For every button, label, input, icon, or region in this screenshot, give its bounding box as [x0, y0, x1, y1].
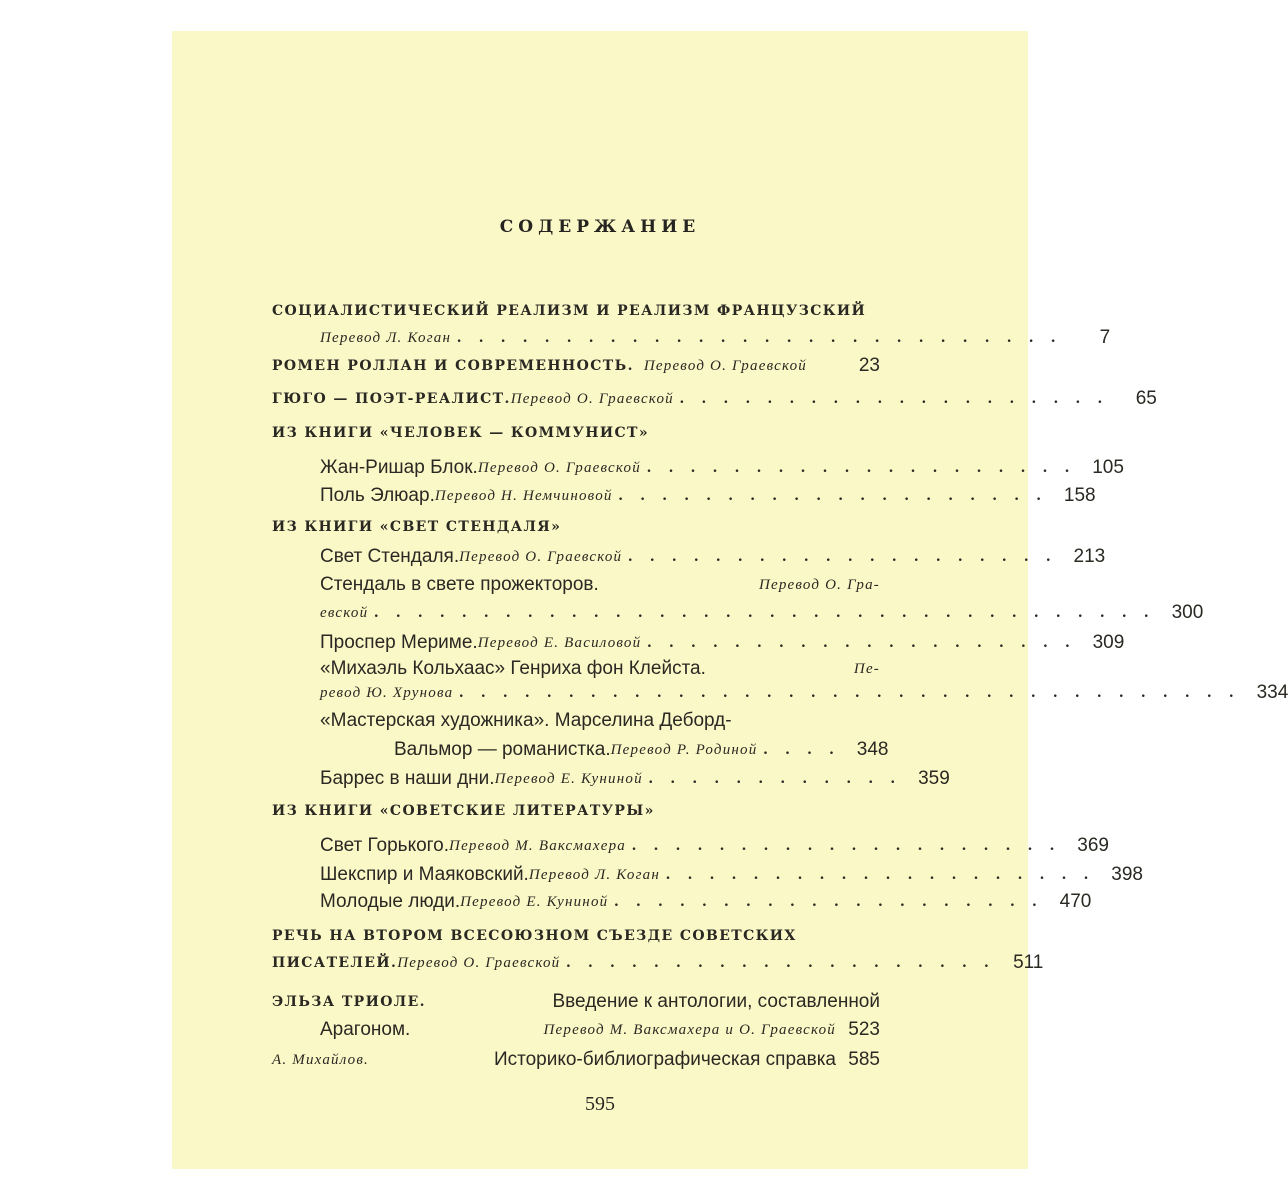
chapter-title: «Михаэль Кольхаас» Генриха фон Клейста.: [320, 658, 706, 679]
translator: Пе-: [853, 661, 880, 677]
chapter-title: Жан-Ришар Блок.: [320, 457, 478, 478]
leader-dots: . . . . . . . . . . . . . . . . . . . .: [631, 837, 1061, 854]
toc-entry: [320, 567, 880, 595]
chapter-title: Баррес в наши дни.: [320, 768, 495, 789]
page-number: 470: [1059, 891, 1092, 912]
toc-entry-continued: [394, 732, 889, 760]
section-heading: РЕЧЬ НА ВТОРОМ ВСЕСОЮЗНОМ СЪЕЗДЕ СОВЕТСКИХ: [272, 928, 797, 944]
toc-entry: [272, 984, 880, 1012]
leader-dots: . . . . . . . . . . . . . . . . . . . . . . . . . . . . . . . . . . . .: [459, 684, 1241, 701]
translator: Перевод Р. Родиной: [610, 742, 758, 758]
leader-dots: . . . . . . . . . . . . . . . . . . . .: [679, 390, 1109, 407]
chapter-title: Поль Элюар.: [320, 485, 435, 506]
page-number: 398: [1111, 864, 1143, 885]
folio-page-number: 595: [585, 1093, 615, 1115]
page-number: 334: [1256, 682, 1288, 703]
section-heading: СОЦИАЛИСТИЧЕСКИЙ РЕАЛИЗМ И РЕАЛИЗМ ФРАНЦУЗСКИЙ: [272, 303, 867, 319]
leader-dots: . . . . . . . . . . . . . . . . . . . .: [647, 634, 1077, 651]
page-number: 300: [1171, 602, 1204, 623]
chapter-title: Проспер Мериме.: [320, 632, 478, 653]
leader-dots: . . . . . . . . . . . . . . . . . . . . . . . . . . . . . . . . . . . .: [374, 604, 1156, 621]
page-number: 213: [1073, 546, 1106, 567]
toc-entry-continued: [320, 595, 1204, 623]
translator: Перевод Л. Коган: [320, 330, 452, 346]
chapter-title: Шекспир и Маяковский.: [320, 864, 529, 885]
leader-dots: . . . . . . . . . . . . . . . . . . . .: [666, 866, 1095, 883]
toc-entry-continued: [272, 945, 1044, 973]
toc-entry: [272, 793, 880, 821]
page-number: 105: [1092, 457, 1124, 478]
leader-dots: . . . . . . . . . . . . . . . . . . . .: [618, 487, 1048, 504]
toc-entry: [320, 703, 880, 731]
section-heading: РОМЕН РОЛЛАН И СОВРЕМЕННОСТЬ.: [272, 358, 634, 374]
chapter-title: Историко-библиографическая справка: [493, 1049, 836, 1070]
leader-dots: . . . . . . . . . . . . . . . . . . . .: [646, 459, 1076, 476]
page-number: 309: [1092, 632, 1125, 653]
translator: Перевод М. Ваксмахера: [449, 838, 626, 854]
section-heading: ИЗ КНИГИ «ЧЕЛОВЕК — КОММУНИСТ»: [272, 425, 649, 441]
toc-entry-continued: [320, 1012, 880, 1040]
page-number: 7: [1099, 327, 1111, 348]
toc-entry: [320, 857, 1143, 885]
toc-entry: [320, 761, 950, 789]
page-number: 369: [1077, 835, 1109, 856]
chapter-title: «Мастерская художника». Марселина Деборд-: [320, 710, 732, 731]
toc-entry: [320, 884, 1092, 912]
section-heading: ГЮГО — ПОЭТ-РЕАЛИСТ.: [272, 391, 511, 407]
toc-entry: [272, 509, 880, 537]
page-number: 359: [918, 768, 950, 789]
toc-entry: [272, 348, 880, 376]
translator: ревод Ю. Хрунова: [320, 685, 454, 701]
translator: Перевод О. Граевской: [643, 358, 807, 374]
page-number: 523: [848, 1019, 880, 1040]
toc-entry: [272, 918, 880, 946]
section-heading: ПИСАТЕЛЕЙ.: [272, 955, 398, 971]
page-number: 511: [1013, 952, 1044, 973]
chapter-title: Молодые люди.: [320, 891, 461, 912]
page-number: 585: [848, 1049, 880, 1070]
book-page: [172, 31, 1288, 1169]
toc-entry: [272, 381, 1157, 409]
leader-dots: . . . . . . . . . . . .: [648, 770, 902, 787]
toc-entry: [320, 450, 1124, 478]
chapter-title: Арагоном.: [320, 1019, 411, 1040]
page-number: 65: [1135, 388, 1157, 409]
translator: Перевод Е. Куниной: [494, 771, 643, 787]
page-title: СОДЕРЖАНИЕ: [499, 217, 701, 237]
page-number: 158: [1063, 485, 1096, 506]
translator: Перевод О. Граевской: [397, 955, 561, 971]
translator: Перевод О. Граевской: [477, 460, 641, 476]
translator: Перевод Л. Коган: [528, 867, 660, 883]
page-number: 23: [858, 355, 880, 376]
author-name: А. Михайлов.: [272, 1052, 370, 1068]
toc-entry: [320, 539, 1106, 567]
chapter-title: Введение к антологии, составленной: [552, 991, 880, 1012]
author-heading: ЭЛЬЗА ТРИОЛЕ.: [272, 994, 426, 1010]
chapter-title: Свет Стендаля.: [320, 546, 460, 567]
section-heading: ИЗ КНИГИ «СОВЕТСКИЕ ЛИТЕРАТУРЫ»: [272, 803, 655, 819]
toc-entry: [320, 478, 1096, 506]
page-number: 348: [856, 739, 889, 760]
chapter-title: Свет Горького.: [320, 835, 450, 856]
toc-entry: [272, 1042, 880, 1070]
translator: Перевод О. Граевской: [510, 391, 674, 407]
toc-entry: [320, 625, 1125, 653]
leader-dots: . . . . . . . . . . . . . . . . . . . .: [628, 548, 1058, 565]
leader-dots: . . . .: [763, 741, 841, 758]
section-heading: ИЗ КНИГИ «СВЕТ СТЕНДАЛЯ»: [272, 519, 562, 535]
leader-dots: . . . . . . . . . . . . . . . . . . . .: [614, 893, 1044, 910]
toc-entry-continued: [320, 675, 1288, 703]
chapter-title: Стендаль в свете прожекторов.: [320, 574, 599, 595]
chapter-title: Вальмор — романистка.: [394, 739, 611, 760]
leader-dots: . . . . . . . . . . . . . . . . . . . .: [566, 954, 996, 971]
toc-entry: [320, 828, 1109, 856]
toc-entry: [272, 293, 880, 321]
toc-entry: [272, 415, 880, 443]
translator: Перевод М. Ваксмахера и О. Граевской: [543, 1022, 836, 1038]
translator: Перевод Н. Немчиновой: [434, 488, 613, 504]
translator: Перевод О. Граевской: [459, 549, 623, 565]
toc-entry: [320, 320, 1111, 348]
translator: евской: [320, 605, 369, 621]
translator: Перевод Е. Василовой: [477, 635, 642, 651]
leader-dots: . . . . . . . . . . . . . . . . . . . . . . . . . . . .: [457, 329, 1063, 346]
translator: Перевод Е. Куниной: [460, 894, 609, 910]
translator: Перевод О. Гра-: [758, 577, 880, 593]
